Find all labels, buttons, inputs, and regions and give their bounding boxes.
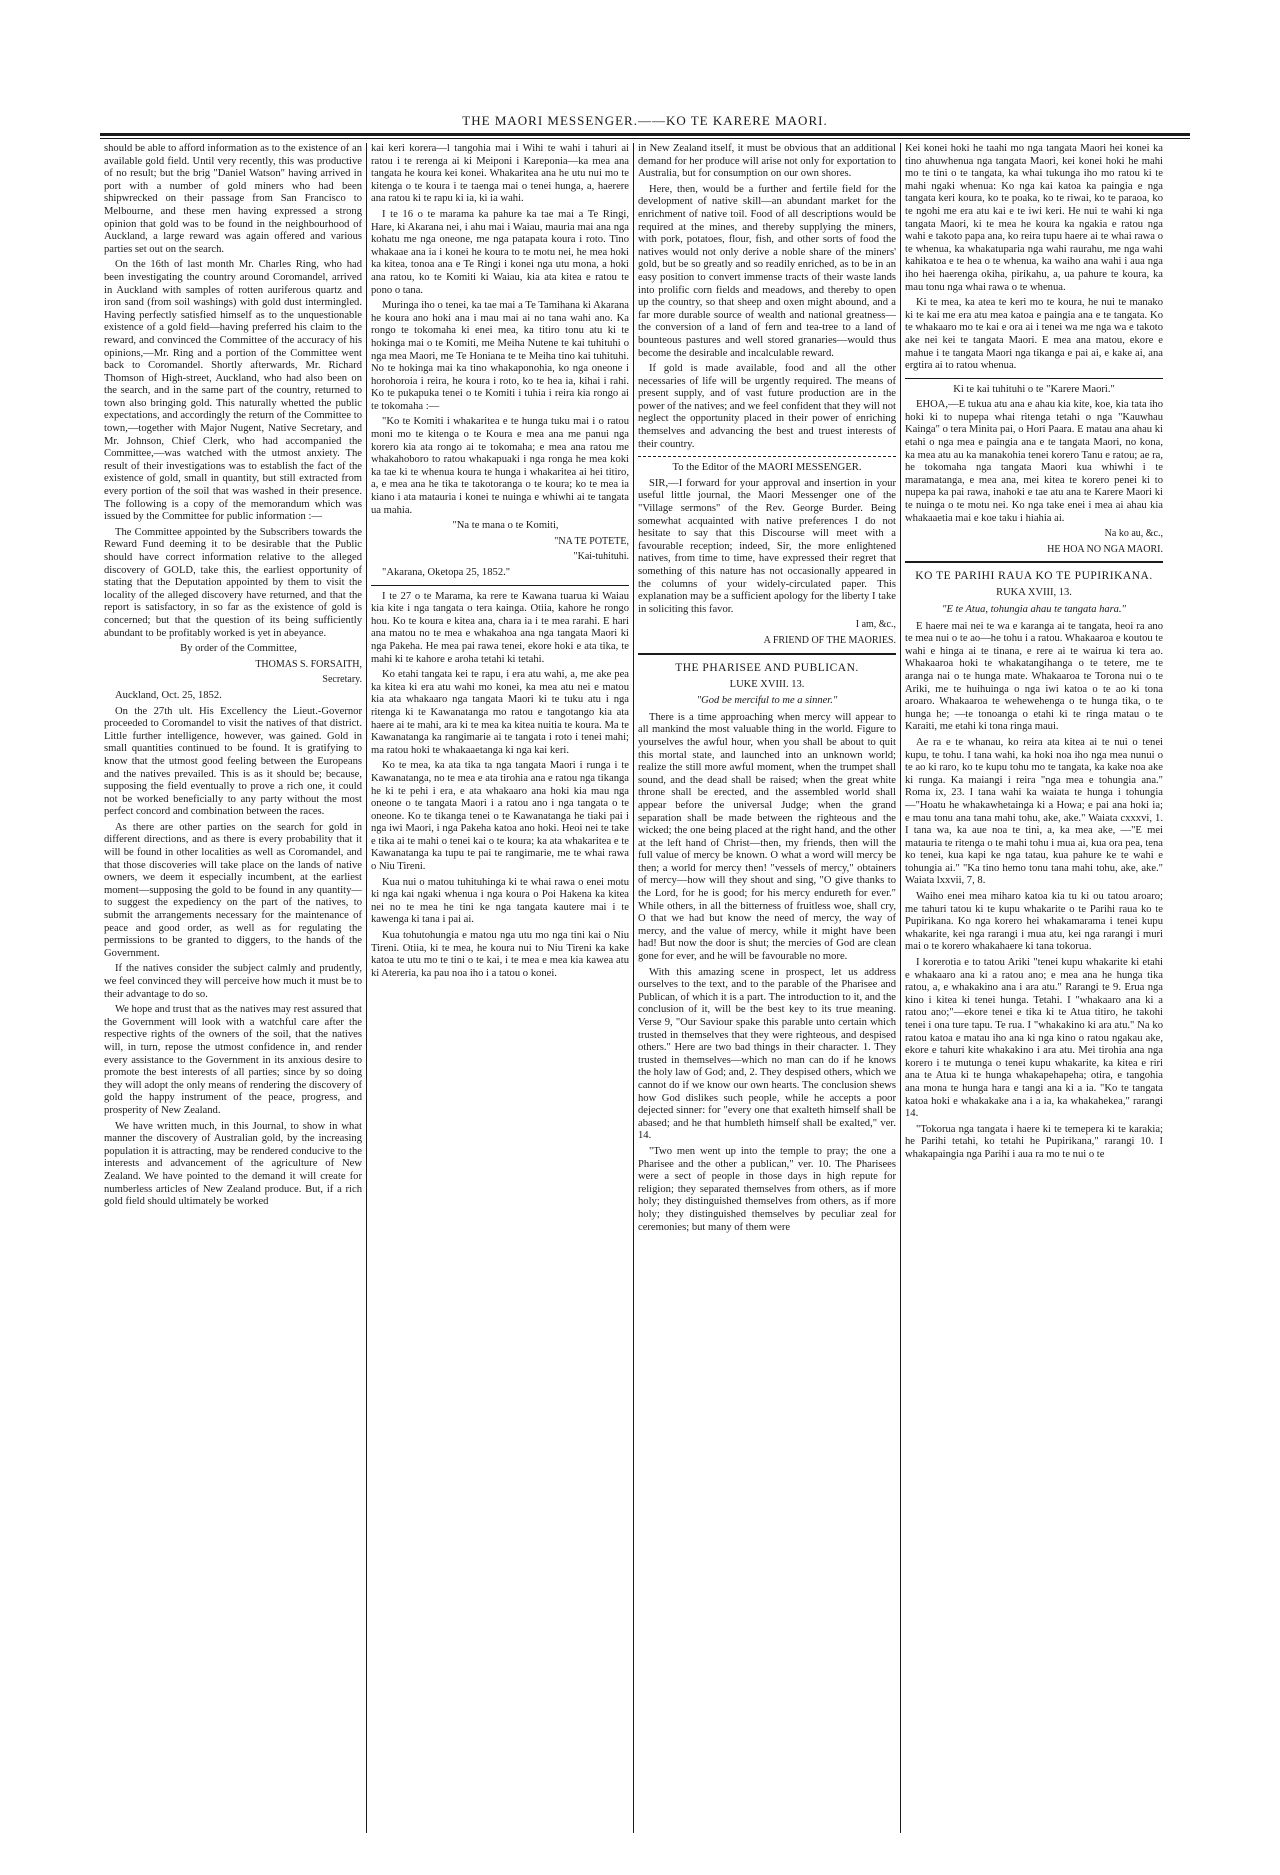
- newspaper-page: [100, 112, 1190, 1833]
- sermon-title: KO TE PARIHI RAUA KO TE PUPIRIKANA.: [915, 570, 1153, 583]
- memorandum-paragraph: "Ko te Komiti i whakaritea e te hunga tuku mai i o ratou moni mo te kitenga o te Koura e mea ana me panui nga korero kia ata rongo ai te tokomaha; e mea ana ratou me whakahoboro to ratou whakapuaki i nga ronga he mea koki ka tae ki te whenua koura te hunga i whakaritea ai hei titiro, a, e mea ana he tika te takotoranga o te koura; ko te mea ia kiano i ata matauria i konei te nuinga e whiwhi ai te tangata ua mahia.: [371, 416, 629, 516]
- letter-closing: Na ko au, &c.,: [1104, 528, 1163, 540]
- article-paragraph: On the 16th of last month Mr. Charles Ring, who had been investigating the country around Coromandel, arrived in Auckland with samples of rotten auriferous quartz and iron sand (from soil washings) with gold dust intermingled. Having perfectly satisfied himself as to the unquestionable existence of a gold field—having preferred his claim to the reward, and convinced the Committee of the accuracy of his opinions,—Mr. Ring and a portion of the Committee went back to Coromandel. Shortly afterwards, Mr. Richard Thomson of High-street, Auckland, who had also been on the search, and in the same part of the country, returned to town also bringing gold. This naturally whetted the public expectations, and accordingly the return of the Committee to town,—together with Major Nugent, Native Secretary, and Mr. Johnson, Chief Clerk, who had accompanied the Committee,—was watched with the utmost anxiety. The result of their investigations was to establish the fact of the existence of gold, small in quantity, but still extracted from every portion of the soil that was washed in their presence. The following is a copy of the memorandum which was issued by the Committee for public information :—: [104, 259, 362, 523]
- memorandum-signature-title: "Kai-tuhituhi.: [573, 551, 629, 563]
- article-paragraph: Kua tohutohungia e matou nga utu mo nga tini kai o Niu Tireni. Otiia, ki te mea, he koura nui to Niu Tireni ka kake katoa te utu mo te tini o te kai, i te mea e mea kia kawea atu ki Atereria, ka pau noa iho i a tatou o konei.: [371, 930, 629, 979]
- article-paragraph: in New Zealand itself, it must be obvious that an additional demand for her produce will arise not only for exportation to Australia, but for consumption on our own shores.: [638, 143, 896, 180]
- article-paragraph: I te 16 o te marama ka pahure ka tae mai a Te Ringi, Hare, ki Akarana nei, i ahu mai i Waiau, mauria mai ana nga kohatu me nga oneone, me nga patapata koura i roto. Tino whakaae ana ia i konei he koura to te motu nei, he mea hoki ka kitea, tonoa ana e Te Ringi i konei nga utu mona, a hoki ana ratou, ko te Komiti ki Waiau, kia ata kitea e ratou te pono o tana.: [371, 208, 629, 296]
- sermon-paragraph: Ae ra e te whanau, ko reira ata kitea ai te nui o tenei kupu, te tohu. I tana wahi, ka hoki noa iho nga mea nunui o te ao ki raro, ko te kupu tohu mo te tangata, ka kake noa ake ki runga. Ka maiangi i reira "nga mea e tohungia ana." Roma ix, 23. I tana wahi ka waiata te hunga i tohungia—"Hoatu he whakawhetainga ki a Howa; e pai ana hoki ia; e mau tonu ana tana mahi tohu, ake, ake." Waiata cxxxvi, 1. I tana wa, ka aue noa te tini, a, ka mea ake, —"E mei matauria te ritenga o te mahi tohu i mua ai, kua ora pea, tena ko tenei, kua kapi ke nga tatau, kua pahure ke te wahi e tohungia ai." "Ka tino hemo tonu tana mahi tohu, ake, ake." Waiata lxxvii, 7, 8.: [905, 736, 1163, 887]
- article-paragraph: We hope and trust that as the natives may rest assured that the Government will look with a watchful care after the respective rights of the owners of the soil, that the natives will, in turn, repose the utmost confidence in, and render every assistance to the Government in its anxious desire to promote the best interests of all parties; since by so doing they will adopt the only means of rendering the discovery of gold the happy instrument of the peace, progress, and prosperity of New Zealand.: [104, 1004, 362, 1116]
- section-rule: [905, 378, 1163, 379]
- sermon-paragraph: With this amazing scene in prospect, let us address ourselves to the text, and to the parable of the Pharisee and Publican, of which it is a part. The introduction to it, and the conclusion of it, will be the best key to its true meaning. Verse 9, "Our Saviour spake this parable unto certain which trusted in themselves that they were righteous, and despised others." Here are two bad things in their character. 1. They trusted in themselves—which no man can do if he knows the holy law of God; and, 2. They despised others, which we cannot do if we know our own hearts. The conclusion shews how God dislikes such people, while he accepts a poor dejected sinner: for "every one that exalteth himself shall be abased; and he that humbleth himself shall be exalted," ver. 14.: [638, 966, 896, 1142]
- letter-body: SIR,—I forward for your approval and insertion in your useful little journal, the Maori Messenger one of the "Village sermons" of the Rev. George Burder. Being somewhat acquainted with native preferences I do not hesitate to say that this Discourse will meet with a favourable reception; indeed, Sir, the more enlightened natives, from time to time, have expressed their regret that something of this nature has not occasionally appeared in the columns of your widely-circulated paper. This explanation may be a sufficient apology for the liberty I take in soliciting this favor.: [638, 477, 896, 615]
- column-1-english-gold: [100, 143, 366, 1833]
- letter-addressee: To the Editor of the MAORI MESSENGER.: [672, 462, 862, 474]
- article-paragraph: Here, then, would be a further and fertile field for the development of native skill—an abundant market for the enrichment of native toil. Food of all descriptions would be required at the mines, and thereby supplying the miners, with pork, potatoes, flour, fish, and other sorts of food the natives would not only derive a noble share of the miners' gold, but be so greatly and so readily enriched, as to be in an easy position to convert immense tracts of their waste lands into prolific corn fields and meadows, and thereby to open up the country, so that sheep and oxen might abound, and a far more durable source of wealth and national greatness—the conversion of a land of fern and tea-tree to a land of bounteous pastures and well stored granaries—would thus become the desirable and incalculable reward.: [638, 183, 896, 359]
- memorandum-signature-title: Secretary.: [322, 674, 362, 686]
- column-3-english-letter-sermon: [634, 143, 900, 1833]
- article-paragraph: I te 27 o te Marama, ka rere te Kawana tuarua ki Waiau kia kite i nga tangata o tera kainga. Otiia, kahore he rongo hou. Ko te koura e kitea ana, chara ia i te mea rarahi. E hari ana matou no te mea e whakahoa ana nga tangata Maori ki nga Pakeha. He mea pai rawa tenei, ekore hoki e ata tika, te mahi ki te kahore e aroha tetahi ki tetahi.: [371, 590, 629, 665]
- masthead-title: THE MAORI MESSENGER.——KO TE KARERE MAORI.: [462, 113, 828, 128]
- section-rule: [905, 561, 1163, 563]
- article-paragraph: If gold is made available, food and all the other necessaries of life will be urgently required. The means of present supply, and of vast future production are in the power of the natives; and we feel confident that they will not neglect the opportunity placed in their power of enriching themselves and advancing the best and truest interests of their country.: [638, 363, 896, 450]
- article-paragraph: Ki te mea, ka atea te keri mo te koura, he nui te manako ki te kai me era atu mea katoa e paingia ana e te tangata. Ko te whakaaro mo te kai e ora ai i tenei wa me nga wa e takoto ake nei kei te tangata Maori. E mea ana matou, ekore e mahue i te tangata Maori nga tikanga e pai ai, e kake ai, ana ergtira ai to ratou whenua.: [905, 297, 1163, 372]
- masthead-rule-thick: [100, 133, 1190, 136]
- masthead-rule-thin: [100, 138, 1190, 139]
- sermon-paragraph: E haere mai nei te wa e karanga ai te tangata, heoi ra ano te mea nui o te ao—he tohu i a ratou. Whakaaroa e koutou te wahi e hinga ai te tinana, e rere ai te wairua ki tera ao. Whakaaroa hoki te whakatangihanga o te tetere, me te aranga nai o te hunga mate. Whakaaroa te Torona nui o te Ariki, me te huihuinga o nga iwi katoa o te ao ki tona aroaro. Whakaaroa te wehewehenga o te hunga tika, o te hunga he; —te tonoanga o etahi ki te ringa matau o te Karaiti, me etahi ki tona ringa maui.: [905, 620, 1163, 733]
- sermon-reference: LUKE XVIII. 13.: [729, 678, 805, 690]
- memorandum-signature-name: THOMAS S. FORSAITH,: [255, 658, 362, 670]
- article-paragraph: Kei konei hoki he taahi mo nga tangata Maori hei konei ka tino ahuwhenua nga tangata Maori, kei konei hoki he mahi mo te tini o te tangata, ka whai tukunga iho mo ratou ki te mahi ngaki whenua: Ko nga kai katoa ka paingia e nga tangata keri koura, ko te poaka, ko te riwai, ko te paraoa, ko te ngohi me era atu kai e te iwi keri. He nui te wahi ki nga tangata Maori, ki te mea he koura ka ngakia e ratou nga wahi e takoto papa ana, ko reira tupu haere ai te whai rawa o te whenua, ka whakatuparia nga wahi raurahu, me nga wahi kahikatoa e te hea o te whenua, ka waiho ana wahi i aua nga iho hei haerenga okiha, pirikahu, a, ua pahure te koura, ka mau tonu nga whai rawa o te whenua.: [905, 143, 1163, 293]
- sermon-reference: RUKA XVIII, 13.: [996, 587, 1072, 599]
- article-paragraph: As there are other parties on the search for gold in different directions, and as there is every probability that it will be found in other localities as well as Coromandel, and that those discoveries will take place on the lands of native owners, we deem it especially incumbent, at the earliest moment—supposing the gold to be found in any quantity—to suggest the expediency on the part of the natives, to submit the arrangements necessary for the maintenance of peace and good order, as well as for regulating the permissions to be granted to diggers, to the hands of the Government.: [104, 821, 362, 959]
- memorandum-place-date: Auckland, Oct. 25, 1852.: [115, 689, 222, 701]
- letter-body: EHOA,—E tukua atu ana e ahau kia kite, koe, kia tata iho hoki ki to nupepa whai ritenga tetahi o nga "Kauwhau Kainga" o tera Minita pai, o Hori Paara. E matau ana ahau ki etahi o nga mea e paingia ana e te tangata Maori, no kona, ka mea atu au ka manakohia tenei korero Tanu e ratou; ae ra, he tokomaha nga tangata Maori kua whiwhi i te maramatanga, e mea ana, mei kitea te korero penei ki to nupepa ka pai rawa, inahoki e tae atu ana te Karere Maori ki te nuinga o te motu nei. Ko nga take enei i mea ai ahau kia whakaaetia mai e koe taku i hiahia ai.: [905, 399, 1163, 524]
- memorandum-place-date: "Akarana, Oketopa 25, 1852.": [382, 567, 511, 578]
- columns: [100, 143, 1190, 1833]
- article-paragraph: Ko etahi tangata kei te rapu, i era atu wahi, a, me ake pea ka kitea ki era atu wahi mo konei, ka mea atu nei e matou kia ata whakaaro nga tangata Maori ki te tuku atu i nga ritenga ki te Kawanatanga mo ratou e tangotango kia ata haere ai te mahi, ara ki te mea ka kitea nuitia te koura. Ma te Kawanatanga ka rangimarie ai te tangata i roto i tenei mahi; ma ratou hoki te whakaaetanga ki nga kai keri.: [371, 669, 629, 756]
- memorandum-signature-name: "NA TE POTETE,: [554, 535, 629, 547]
- sermon-text: "E te Atua, tohungia ahau te tangata hara.": [942, 604, 1126, 615]
- column-4-maori-letter-sermon: [901, 143, 1167, 1833]
- letter-signature: A FRIEND OF THE MAORIES.: [763, 634, 896, 646]
- section-rule: [371, 585, 629, 586]
- article-paragraph: On the 27th ult. His Excellency the Lieut.-Governor proceeded to Coromandel to visit the natives of that district. Little further intelligence, however, was gained. Gold in small quantities continued to be found. It is gratifying to know that the utmost good feeling between the Europeans and the natives prevailed. This is as it should be; because, supposing the field eventually to prove a rich one, it could not be worked beneficially to any party without the most perfect concord and combination between the races.: [104, 705, 362, 818]
- article-paragraph: kai keri korera—l tangohia mai i Wihi te wahi i tahuri ai ratou i te rerenga ai ki Meiponi i Kareponia—ka mea ana tangata he koura kei konei. Whakaritea ana he utu nui mo te kitenga o te koura i te taenga mai o tenei hunga, a, haerere ana ratou ki te rapu ki ia, ki ia wahi.: [371, 143, 629, 205]
- article-paragraph: should be able to afford information as to the existence of an available gold field. Until very recently, this was productive of no result; but the brig "Daniel Watson" having arrived in port with a number of gold miners who had been shipwrecked on their passage from San Francisco to Melbourne, and these men having expressed a strong opinion that gold was to be found in the neighbourhood of Auckland, a large reward was again offered and various parties set out on the search.: [104, 143, 362, 255]
- section-rule: [638, 456, 896, 457]
- memorandum-order: By order of the Committee,: [180, 643, 297, 655]
- sermon-paragraph: I korerotia e to tatou Ariki "tenei kupu whakarite ki etahi e whakaaro ana ki a ratou ano; e mea ana he hunga tika ratou, a, e whakakino ana i ara atu." Rarangi te 9. Erua nga kino i kitea ki tenei hunga. Tetahi. I "whakaaro ana ki a ratou ano;"—ekore tenei e tika ki te Atua titiro, he takohi tenei i ona ture tapu. Te rua. I "whakakino ki ara atu." Na ko ratou katoa e matau iho ana ki nga kino o ratou ngakau ake, ekore e tahuri kite whakakino i ara atu. Mei tirohia ana nga korero i te mutunga o tenei kupu whakarite, ka kitea e riri ana te Atua ki te hunga whakapehapeha; otira, e tangohia ana mona te hunga hara e tangi ana ki a ia. "Ko te tangata katoa hoki e whakakake ana i a ia, ka whakahekea," rarangi 14.: [905, 957, 1163, 1120]
- sermon-paragraph: "Two men went up into the temple to pray; the one a Pharisee and the other a publican," ver. 10. The Pharisees were a sect of people in those days in high repute for religion; they separated themselves from others, as if more holy; they distinguished themselves from others, as if more holy; they distinguished themselves by peculiar zeal for ceremonies; but many of them were: [638, 1145, 896, 1233]
- article-paragraph: Ko te mea, ka ata tika ta nga tangata Maori i runga i te Kawanatanga, no te mea e ata tirohia ana e ratou nga tikanga he ki te pehi i era, e ata whakaaro ana hoki kia mau nga oneone o te tangata Maori i a ratou ano i nga tangata o te oneone. Ko te tikanga tenei o te Kawanatanga he tiaki pai i nga iwi Maori, i nga Pakeha katoa ano hoki. Heoi nei te take e tika ai te mahi o tenei kai o te koura; ka ata whakaritea e te Kawanatanga ka tupu te pai te rangimarie, me te whai rawa o Niu Tireni.: [371, 760, 629, 873]
- article-paragraph: Kua nui o matou tuhituhinga ki te whai rawa o enei motu ki nga kai ngaki whenua i nga koura o Poi Hakena ka kitea nei no te mea he tini ke nga tangata kautere mai i te kawenga ki tana i pai ai.: [371, 876, 629, 926]
- sermon-paragraph: Waiho enei mea miharo katoa kia tu ki ou tatou aroaro; me tahuri tatou ki te kupu whakarite o te Parihi raua ko te Pupirikana. Ko nga korero hei whakamarama i tenei kupu whakarite, kei nga rarangi i mua atu, kei nga rarangi i muri mai o te korero whakahaere ki tana tokorua.: [905, 891, 1163, 953]
- letter-addressee: Ki te kai tuhituhi o te "Karere Maori.": [953, 383, 1115, 395]
- column-2-maori-gold: [367, 143, 633, 1833]
- sermon-text: "God be merciful to me a sinner.": [696, 695, 838, 707]
- letter-signature: HE HOA NO NGA MAORI.: [1047, 543, 1163, 555]
- letter-closing: I am, &c.,: [855, 619, 896, 631]
- article-paragraph: We have written much, in this Journal, to show in what manner the discovery of Australian gold, by the increasing population it is attracting, may be rendered conducive to the interests and advancement of the agriculture of New Zealand. We have pointed to the demand it will create for numberless articles of New Zealand produce. But, if a rich gold field should ultimately be worked: [104, 1120, 362, 1208]
- memorandum-paragraph: The Committee appointed by the Subscribers towards the Reward Fund deeming it to be desirable that the Public should have correct information relative to the alleged discovery of GOLD, take this, the earliest opportunity of stating that the Deputation appointed by them to visit the locality of the alleged discovery have returned, and that the report is satisfactory, in so far as the existence of gold is concerned; but that the question of its being sufficiently abundant to be profitably worked is yet in abeyance.: [104, 526, 362, 639]
- memorandum-order: "Na te mana o te Komiti,: [452, 520, 559, 532]
- article-paragraph: If the natives consider the subject calmly and prudently, we feel convinced they will perceive how much it must be to their advantage to do so.: [104, 963, 362, 1000]
- section-rule: [638, 653, 896, 655]
- sermon-paragraph: There is a time approaching when mercy will appear to all mankind the most valuable thing in the world. Figure to yourselves the awful hour, when you shall be about to quit this mortal state, and launched into an unknown world; realize the still more awful moment, when the trumpet shall sound, and the dead shall be raised; when the great white throne shall be erected, and the assembled world shall appear before the universal Judge; when the grand separation shall be made between the righteous and the wicked; the one being placed at the right hand, and the other at the left hand of Christ—then, my friends, then will the full value of mercy be known. O what a word will mercy be then; a world for mercy then! "vessels of mercy," obtainers of mercy—how will they shout and sing, "O give thanks to the Lord, for he is good; for his mercy endureth for ever." While others, in all the bitterness of fruitless woe, shall cry, O that we had but know the need of mercy, the way of mercy, and the value of mercy, while it might have been had! But now the door is shut; the mercies of God are clean gone for ever, and he will be favourable no more.: [638, 711, 896, 963]
- sermon-title: THE PHARISEE AND PUBLICAN.: [675, 661, 859, 674]
- article-paragraph: Muringa iho o tenei, ka tae mai a Te Tamihana ki Akarana he koura ano hoki ana i mau mai ai no tana wahi ano. Ka rongo te tokomaha ki enei mea, ka titiro tonu atu ki te hokinga mai o te Komiti, me Meiha Nutene te kai tuhituhi o nga mea Maori, me Te Honiana te te Meiha tino kai tuhituhi. No te hokinga mai ka tino whakaponohia, ko nga oneone i horohoroia i reira, he koura i roto, ko te hea ia, kihai i rahi. Ko te pukapuka tenei o te Komiti i tuhia i reira kia rongo ai te tokomaha :—: [371, 300, 629, 412]
- sermon-paragraph: "Tokorua nga tangata i haere ki te temepera ki te karakia; he Parihi tetahi, ko tetahi he Pupirikana," rarangi 10. I whakapaingia nga Parihi i aua ra mo te nui o te: [905, 1123, 1163, 1160]
